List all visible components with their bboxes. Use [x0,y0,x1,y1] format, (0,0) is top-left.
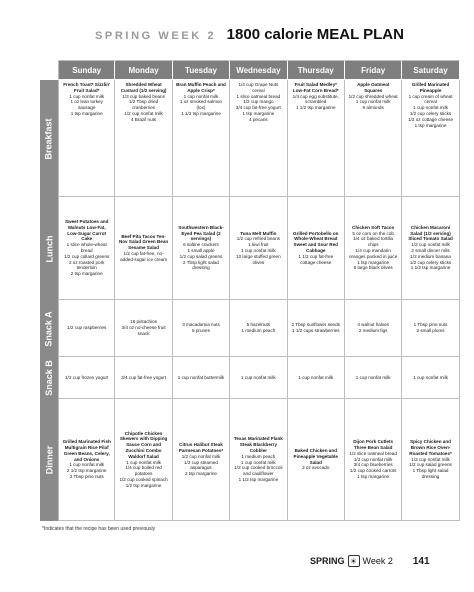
menu-item: 1 cup nonfat buttermilk [177,374,225,380]
menu-item: 1 cup nonfat milk [241,459,276,465]
meal-cell [58,80,115,197]
menu-item: 1/2 cup frozen yogurt [65,374,109,380]
menu-item: 1/2 cup nonfat milk [411,456,450,462]
menu-item: 1/2 tsp margarine [125,482,162,488]
menu-item: 1 cup nonfat milk [69,93,105,99]
menu-item: 1 cup nonfat milk [355,374,391,380]
menu-item: 1 cup nonfat milk [69,462,105,468]
menu-item: Citrus Halibut Steak Parmesan Potatoes* [178,442,224,453]
meal-cell [230,300,287,357]
menu-item: French Toast* Sizzlin' Fruit Salad* [63,82,111,93]
menu-item: 1 cup nonfat milk [126,459,161,465]
menu-item: 1/4 cup egg substitute, scrambled [292,93,339,105]
meal-cell [173,300,230,357]
menu-item: 1 tsp margarine [242,110,275,116]
menu-item: 2 Tbsp pine nuts [69,473,104,479]
sun-icon: ☀ [348,555,360,567]
meal-cell [345,300,402,357]
meal-label-dinner [40,399,58,521]
menu-item: 1 kiwi fruit [248,242,269,248]
meal-cell [230,399,287,521]
meal-label-breakfast [40,80,58,197]
meal-cell [115,197,172,300]
menu-item: 4 walnut halves [357,322,389,328]
meal-cell [173,80,230,197]
menu-item: 4 pecans [249,116,268,122]
page-footer [310,554,430,568]
menu-item: 1 oz smoked salmon (lox) [179,99,223,111]
menu-item: Chipotle Chicken Skewers with Dipping Sauce Corn and Zucchini Combo Waldorf Salad [119,430,168,459]
menu-item: 1/2 cup raspberries [67,325,107,331]
meal-cell [288,399,345,521]
menu-item: 2 medium figs [358,328,388,333]
day-header-wednesday: Wednesday [230,60,287,80]
meal-cell [402,357,459,399]
footer-week: Week 2 [362,556,393,566]
day-header-thursday: Thursday [288,60,345,80]
menu-item: 2 Tbsp light salad dressing [183,259,219,271]
meal-cell [58,357,115,399]
menu-item: 1/2 cup celery sticks [409,259,452,265]
day-header-saturday: Saturday [402,60,459,80]
menu-item: 8 large black olives [353,265,393,271]
menu-item: 1/2 cup steamed asparagus [183,459,218,471]
meal-cell [115,357,172,399]
meal-plan-table [58,60,460,521]
menu-item: 1/2 cup salad greens [409,462,452,468]
menu-item: Shredded Wheat Custard (1/2 serving) [120,82,167,93]
menu-item: 1/3 cup baked beans [122,93,165,99]
menu-item: 1/2 cup collard greens [64,253,110,259]
meal-cell [173,399,230,521]
menu-item: 1/2 cup shredded wheat [348,93,398,99]
menu-item: 2 tsp margarine [185,471,217,477]
meal-cell [402,80,459,197]
menu-item: 3/4 oz no-cheese fruit snack [121,325,166,336]
meal-label-text: Breakfast [44,117,54,160]
menu-item: 1/2 cup nonfat milk [124,110,163,116]
menu-item: Texas Marinated Flank Steak Blackberry Cobbler [233,436,283,453]
menu-item: Sweet Potatoes and Walnuts Low-Fat, Low-Sugar Carrot Cake [64,219,109,242]
meal-cell [115,80,172,197]
meal-cell [115,300,172,357]
menu-item: Fruit Salad Medley* Low-Fat Corn Bread* [292,82,339,93]
meal-label-snack-a [40,300,58,357]
menu-item: 2 tsp margarine [70,271,103,277]
menu-item: 1 Tbsp pine nuts [413,322,448,328]
menu-item: 1/4 oz baked tortilla chips [353,236,394,248]
menu-item: 1/2 cup refried beans [236,236,280,242]
menu-item: 5 oz corn on the cob [352,230,394,236]
menu-item: 1/4 cup boiled red potatoes [125,465,162,477]
menu-item: 16 pistachios [130,319,157,325]
meal-cell [288,80,345,197]
meal-cell [115,399,172,521]
menu-item: 1 cup nonfat milk [241,374,276,380]
footnote: *Indicates that the recipe has been used previously [42,526,156,532]
menu-item: Tuna Melt Muffin [240,230,277,236]
menu-item: 1 1/2 tsp margarine [410,265,451,271]
day-header-friday: Friday [345,60,402,80]
menu-item: 1 1/2 cup fat-free cottage cheese [298,253,334,265]
meal-label-lunch [40,197,58,300]
meal-label-text: Lunch [44,235,54,262]
meal-cell [345,399,402,521]
meal-label-text: Snack A [44,310,54,347]
meal-cell [230,197,287,300]
menu-item: 1 tsp margarine [414,122,447,128]
menu-item: Chicken Macaroni Salad (1/2 serving) Sliced Tomato Salad [408,224,453,242]
menu-item: 5 hazelnuts [246,322,271,328]
meal-cell [173,357,230,399]
meal-cell [288,300,345,357]
meal-cell [230,80,287,197]
menu-item: 1 cup nonfat milk [355,99,391,105]
menu-item: 1/2 cup fat-free, no-added-sugar ice cream [120,250,168,262]
meal-cell [288,197,345,300]
menu-item: 3/4 cup fat-free yogurt [235,105,281,111]
meal-cell [173,197,230,300]
menu-item: 1/2 slice oatmeal bread [349,450,397,456]
day-header-sunday: Sunday [58,60,115,80]
menu-item: 6 saltine crackers [183,242,219,248]
menu-item: Spicy Chicken and Brown Rice Oven-Roasted Tomatoes* [409,439,452,456]
meal-label-text: Dinner [44,445,55,475]
menu-item: 1 cup nonfat milk [241,248,276,253]
menu-item: 1/4 cup Grape Nuts cereal [238,82,279,93]
menu-item: 1 tsp margarine [357,473,390,479]
menu-item: Apple Oatmeal Squares [357,82,390,93]
menu-item: 1 1/2 cups strawberries [292,328,340,333]
menu-item: 1 cup nonfat milk [413,374,448,380]
menu-item: 1 Tbsp light salad dressing [412,468,449,479]
menu-item: 1 cup nonfat milk [413,105,448,111]
menu-item: 2 small dinner rolls [411,248,450,253]
menu-item: 2 small plums [416,328,445,333]
menu-item: 1/2 cup nonfat milk [411,242,450,248]
menu-item: 1 1/2 tsp margarine [295,105,336,111]
menu-item: 2 Tbsp sunflower seeds [291,322,340,328]
menu-item: 2 oz avocado [302,465,330,471]
page-title [95,26,455,46]
menu-item: 9 almonds [362,105,384,111]
menu-item: 1 cup nonfat milk [183,93,219,99]
menu-item: 1/2 cup cooked spinach [119,476,168,482]
menu-item: Dijon Pork Cutlets Three Bean Salad [353,439,394,450]
menu-item: 2 oz roasted pork tenderloin [68,259,105,271]
meal-cell [402,399,459,521]
meal-label-snack-b [40,357,58,399]
menu-item: 1/2 cup nonfat milk [353,456,393,462]
page-number: 141 [412,555,430,567]
menu-item: 1/2 oz cottage cheese [408,116,454,122]
menu-item: 3/4 cup blueberries [353,462,393,468]
meal-cell [345,80,402,197]
meal-cell [345,197,402,300]
menu-item: Chicken Soft Tacos [352,224,395,230]
menu-item: 3 macadamia nuts [182,322,220,328]
day-header-tuesday: Tuesday [173,60,230,80]
menu-item: Grilled Marinated Fish Multigrain Rice Pilaf Green Beans, Celery, and Onions [62,439,111,462]
menu-item: 1/2 cup celery sticks [409,110,452,116]
menu-item: 1/2 cup mango [243,99,274,105]
menu-item: Bran Muffin Peach and Apple Crisp* [176,82,226,93]
menu-item: 1/2 Tbsp dried cranberries [128,99,159,111]
menu-item: 1 tsp margarine [70,110,103,116]
menu-item: 1 1/2 tsp margarine [181,110,221,116]
menu-item: 1 medium peach [241,453,276,459]
title-main: 1800 calorie MEAL PLAN [226,26,404,43]
menu-item: 1 slice whole-wheat bread [66,242,107,253]
menu-item: 1 small apple [187,248,215,253]
meal-cell [288,357,345,399]
meal-cell [230,357,287,399]
footer-season: SPRING [310,556,345,566]
menu-item: 5 prunes [192,328,210,333]
menu-item: 10 large stuffed green olives [236,253,281,265]
menu-item: 1 cup nonfat milk [298,374,334,380]
meal-cell [58,300,115,357]
menu-item: 1 cup cream of wheat cereal [408,93,453,105]
meal-cell [58,399,115,521]
menu-item: 1/2 medium banana [410,253,451,259]
menu-item: 1/2 cup salad greens [179,253,223,259]
menu-item: 1/2 cup nonfat milk [181,453,221,459]
menu-item: 1 tsp margarine [357,259,390,265]
menu-item: Grilled Marinated Pineapple [411,82,450,93]
menu-item: Beef Pita Tacos Ten-Nov Salad Green Bean Sesame Salad [118,233,169,251]
menu-item: 4 Brazil nuts [130,116,157,122]
meal-cell [402,300,459,357]
meal-label-text: Snack B [44,360,54,396]
meal-cell [345,357,402,399]
menu-item: 1/4 cup mandarin oranges packed in juice [349,248,398,259]
menu-item: 1 slice oatmeal bread [236,93,281,99]
menu-item: 1/2 cup cooked carrots [349,468,397,474]
menu-item: 1 1/2 tsp margarine [238,476,279,482]
meal-cell [58,197,115,300]
meal-cell [402,197,459,300]
menu-item: 1/2 cup cooked broccoli and cauliflower [234,465,283,477]
menu-item: 3/4 cup fat-free yogurt [121,374,167,380]
title-prefix: SPRING WEEK 2 [95,30,217,42]
menu-item: 1 medium peach [241,328,276,333]
menu-item: 2 1/2 tsp margarine [66,468,107,474]
day-header-monday: Monday [115,60,172,80]
menu-item: Baked Chicken and Pineapple Vegetable Salad [293,447,338,465]
menu-item: Grilled Portobello on Whole-Wheat Bread Sweet and Sour Red Cabbage [293,230,339,253]
menu-item: Southwestern Black-Eyed Pea Salad (2 servings) [178,224,224,242]
menu-item: 1 oz lean turkey sausage [70,99,103,111]
